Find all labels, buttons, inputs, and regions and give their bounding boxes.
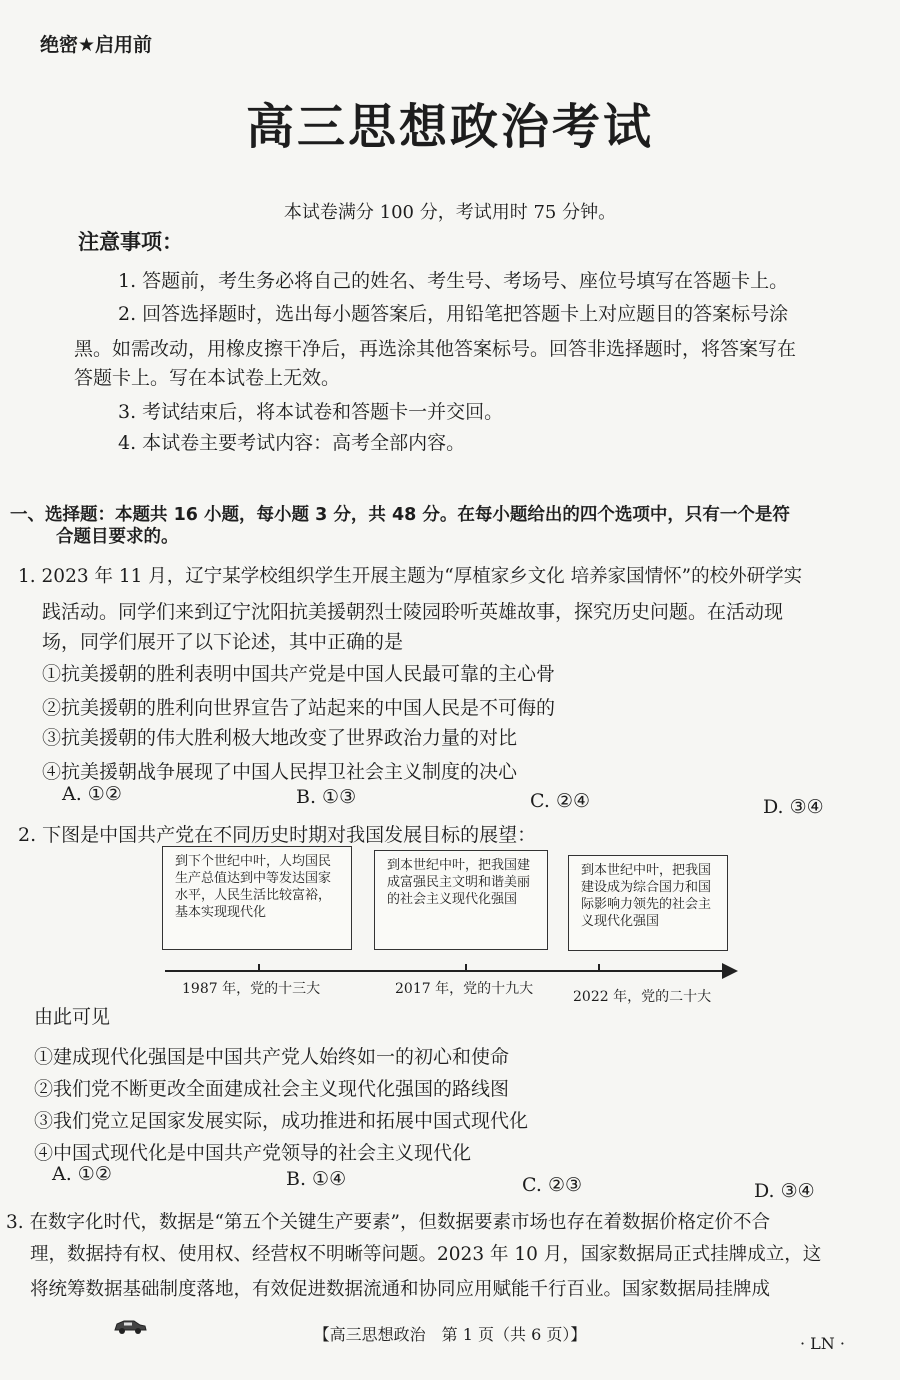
timeline-arrow-icon <box>722 963 738 979</box>
q3-stem: 3. 在数字化时代，数据是“第五个关键生产要素”，但数据要素市场也存在着数据价格定价不合 <box>6 1212 770 1233</box>
timeline-label-1987: 1987 年，党的十三大 <box>182 981 321 997</box>
timeline-axis <box>165 970 725 972</box>
timeline-label-2017: 2017 年，党的十九大 <box>395 981 534 997</box>
q1-statement: ③抗美援朝的伟大胜利极大地改变了世界政治力量的对比 <box>42 727 518 749</box>
confidential-label: 绝密★启用前 <box>40 34 153 56</box>
timeline-tick <box>258 964 260 972</box>
q1-option-b: B. ①③ <box>296 786 357 808</box>
notice-line: 4. 本试卷主要考试内容：高考全部内容。 <box>118 432 466 454</box>
page-footer: 【高三思想政治 第 1 页（共 6 页）】 <box>313 1325 587 1344</box>
exam-title: 高三思想政治考试 <box>245 99 654 155</box>
goal-box-2022: 到本世纪中叶，把我国建设成为综合国力和国际影响力领先的社会主义现代化强国 <box>568 855 728 951</box>
notice-line: 3. 考试结束后，将本试卷和答题卡一并交回。 <box>118 401 504 423</box>
notice-line: 答题卡上。写在本试卷上无效。 <box>74 367 341 389</box>
q2-lead: 由此可见 <box>34 1006 111 1028</box>
q2-statement: ①建成现代化强国是中国共产党人始终如一的初心和使命 <box>34 1046 510 1068</box>
exam-info: 本试卷满分 100 分，考试用时 75 分钟。 <box>283 202 617 223</box>
q2-option-b: B. ①④ <box>286 1168 347 1190</box>
q1-option-d: D. ③④ <box>763 796 824 818</box>
q2-option-a: A. ①② <box>52 1163 112 1185</box>
timeline-label-2022: 2022 年，党的二十大 <box>573 989 712 1005</box>
notice-line: 2. 回答选择题时，选出每小题答案后，用铅笔把答题卡上对应题目的答案标号涂 <box>118 303 789 325</box>
q3-stem: 理，数据持有权、使用权、经营权不明晰等问题。2023 年 10 月，国家数据局正式挂牌成立，这 <box>30 1244 822 1265</box>
q1-option-a: A. ①② <box>62 783 122 805</box>
notice-line: 黑。如需改动，用橡皮擦干净后，再选涂其他答案标号。回答非选择题时，将答案写在 <box>74 338 797 360</box>
section-heading-cont: 合题目要求的。 <box>56 527 179 547</box>
q2-statement: ②我们党不断更改全面建成社会主义现代化强国的路线图 <box>34 1078 510 1100</box>
q2-option-d: D. ③④ <box>754 1180 815 1202</box>
q3-stem: 将统筹数据基础制度落地，有效促进数据流通和协同应用赋能千行百业。国家数据局挂牌成 <box>30 1279 771 1300</box>
q2-statement: ④中国式现代化是中国共产党领导的社会主义现代化 <box>34 1142 472 1164</box>
q1-stem: 践活动。同学们来到辽宁沈阳抗美援朝烈士陵园聆听英雄故事，探究历史问题。在活动现 <box>42 601 784 623</box>
notice-line: 1. 答题前，考生务必将自己的姓名、考生号、考场号、座位号填写在答题卡上。 <box>118 270 789 292</box>
q1-statement: ①抗美援朝的胜利表明中国共产党是中国人民最可靠的主心骨 <box>42 663 556 685</box>
q2-stem: 2. 下图是中国共产党在不同历史时期对我国发展目标的展望： <box>18 824 537 846</box>
timeline-tick <box>598 964 600 972</box>
q1-statement: ④抗美援朝战争展现了中国人民捍卫社会主义制度的决心 <box>42 761 518 783</box>
goal-box-2017: 到本世纪中叶，把我国建成富强民主文明和谐美丽的社会主义现代化强国 <box>374 850 548 950</box>
q2-statement: ③我们党立足国家发展实际，成功推进和拓展中国式现代化 <box>34 1110 529 1132</box>
q1-option-c: C. ②④ <box>530 790 591 812</box>
q1-stem: 1. 2023 年 11 月，辽宁某学校组织学生开展主题为“厚植家乡文化 培养家国情怀”的校外研学实 <box>18 566 803 587</box>
goal-box-1987: 到下个世纪中叶，人均国民生产总值达到中等发达国家水平，人民生活比较富裕，基本实现现代化 <box>162 846 352 950</box>
q1-statement: ②抗美援朝的胜利向世界宣告了站起来的中国人民是不可侮的 <box>42 697 556 719</box>
q2-option-c: C. ②③ <box>522 1174 583 1196</box>
q1-stem: 场，同学们展开了以下论述，其中正确的是 <box>42 631 404 653</box>
paper-code: · LN · <box>800 1334 845 1353</box>
section-heading: 一、选择题：本题共 16 小题，每小题 3 分，共 48 分。在每小题给出的四个选项中，只有一个是符 <box>10 505 790 525</box>
notice-heading: 注意事项： <box>78 230 183 254</box>
timeline-tick <box>465 964 467 972</box>
